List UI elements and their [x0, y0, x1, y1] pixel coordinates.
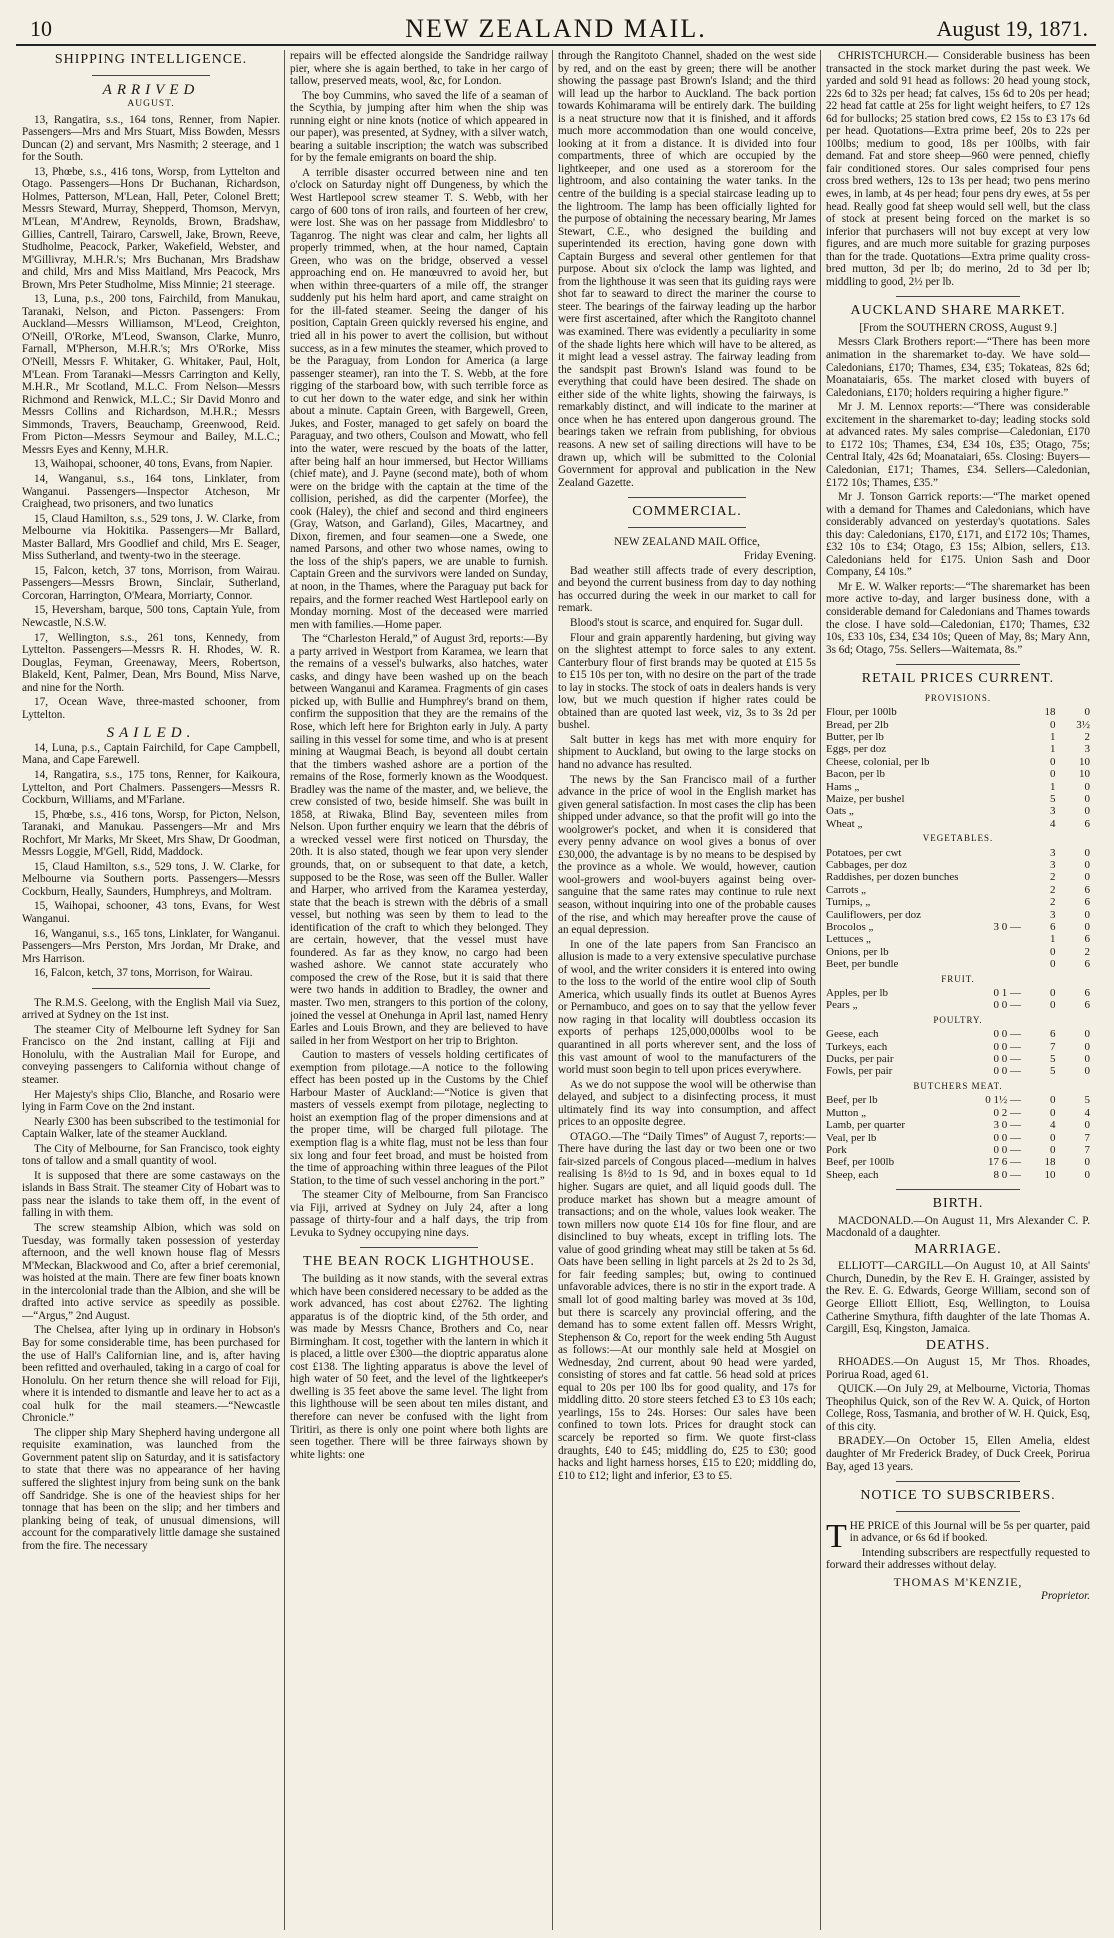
- price-pence: 0: [1084, 846, 1090, 859]
- share-market-source: [From the SOUTHERN CROSS, August 9.]: [859, 321, 1057, 334]
- price-pence: 3½: [1076, 718, 1090, 731]
- price-pence: 0: [1084, 706, 1090, 719]
- lighthouse-article-continued: through the Rangitoto Channel, shaded on the west side by red, and on the east by green; there will be another showing the passage past Brown's Island; and the third will lead up the harbor to Auckland. The back portion towards Kohimarama will be entirely dark. The building is a neat structure now that it is finished, and it affords much more accommodation than one would conceive, looking at it from a distance. It is divided into four compartments, three of which are occupied by the lightkeeper, and one used as a storeroom for the lightroom, and also containing the water tanks. In the centre of the building is a special staircase leading up to the lightroom. The lamp has been officially lighted for the purpose of obtaining the necessary bearing, Mr James Stewart, C.E., who designed the building and superintended its erection, having gone down with Captain Burgess and several other gentlemen for that purpose. About six o'clock the lamp was lighted, and from the lighthouse it was seen that its guiding rays were shot far to seaward to direct the mariner the course to steer. The bearings of the fairway leading up the harbor were first ascertained, after which the Rangitoto channel was examined. There was evidently a peculiarity in some of the shade lights here which will have to be altered, as it might lead a vessel astray. The fairway leading from the sandspit past Brown's Island was found to be everything that could have been desired. The shade on either side of the white lights, showing the fairways, is remarkably distinct, and will indicate to the mariner at once when he has entered upon dangerous ground. The bearings taken we refrain from publishing, for obvious reasons. A new set of sailing directions will have to be drawn up, which will be submitted to the Colonial Government for approval and publication in the New Zealand Gazette.: [558, 50, 816, 489]
- price-pence: 6: [1084, 987, 1090, 1000]
- commercial-office: NEW ZEALAND MAIL Office,: [614, 535, 760, 548]
- price-row: [826, 706, 1090, 718]
- masthead: [16, 10, 1096, 46]
- price-shillings: 4: [1050, 817, 1056, 830]
- price-item: Cabbages, per doz: [826, 858, 907, 871]
- price-row: [826, 999, 1090, 1011]
- price-range-low: [985, 756, 1021, 768]
- price-range-low: [985, 793, 1021, 805]
- price-range-low: [985, 859, 1021, 871]
- price-row: [826, 818, 1090, 830]
- price-shillings: 3: [1050, 805, 1056, 818]
- price-pence: 5: [1084, 1094, 1090, 1107]
- divider: [628, 497, 746, 498]
- price-section-title: POULTRY.: [933, 1014, 983, 1025]
- price-row: [826, 859, 1090, 871]
- signature: THOMAS M'KENZIE,: [893, 1574, 1023, 1589]
- price-shillings: 0: [1050, 768, 1056, 781]
- news-paragraph: The steamer City of Melbourne left Sydney for San Francisco on the 2nd instant, calling at Fiji and Honolulu, with the Australian Mail for Europe, and conveying passengers to California without change of steamer.: [22, 1023, 280, 1087]
- news-paragraph: Her Majesty's ships Clio, Blanche, and Rosario were lying in Farm Cove on the 2nd instant.: [22, 1088, 280, 1114]
- price-range-low: 0 0 —: [993, 1143, 1022, 1156]
- price-item: Lamb, per quarter: [826, 1119, 906, 1132]
- price-item: Bacon, per lb: [826, 768, 885, 781]
- share-report: Mr J. M. Lennox reports:—“There was considerable excitement in the sharemarket to-day; leading stocks sold at advanced rates. My sales comprise—Caledonian, £170 to £172 10s; Thames, £34, £34 10s, £35; Otago, 75s; Central Italy, 42s 6d; Moanataiari, 65s. Closing: Buyers—Caledonian, £171; Thames, £34. Sellers—Caledonian, £172 10s; Thames, £35.”: [826, 401, 1090, 489]
- price-item: Turnips, „: [826, 896, 871, 909]
- price-pence: 3: [1084, 743, 1090, 756]
- price-row: [826, 1119, 1090, 1131]
- death-notice: QUICK.—On July 29, at Melbourne, Victoria, Thomas Theophilus Quick, son of the Rev W. A. Quick, of Horton College, Ross, Tasmania, and brother of W. H. Quick, Esq, of this city.: [826, 1383, 1090, 1433]
- sailed-heading: SAILED.: [106, 725, 196, 742]
- price-shillings: 0: [1050, 718, 1056, 731]
- commercial-paragraph: OTAGO.—The “Daily Times” of August 7, reports:—There have during the last day or two been one or two fair-sized parcels of Congous placed—medium in halves realising 1s 8½d to 1s 9d, and in boxes equal to 1d higher. Sugars are quiet, and all liquid goods dull. The produce market has shown but a meagre amount of transactions; and on the whole, values look weaker. The town millers now quote £14 10s for fine flour, and are disinclined to buy wheats, except in trifling lots. The value of good grinding wheat may still be taken at 5s 6d. Oats have been selling in light parcels at 2s 2d to 2s 3d, for fair feeding samples; but, owing to continued unfavorable advices, there is no stir in the export trade. A small lot of good malting barley was moved at 3s 10d, but there is scarcely any provincial offering, and the demand has to some extent fallen off. Messrs Wright, Stephenson & Co, report for the week ending 5th August as follows:—At our monthly sale held at Mosgiel on Wednesday, 2nd current, about 90 head were yarded, consisting of stores and fat cattle. 56 head sold at prices equal to 20s per 100 lbs for good quality, and 17s for middling ditto. 20 store steers fetched £3 to £3 10s each; yearlings, 15s to 24s. Horses: Our sales have been confined to town lots. Prices for draught stock can scarcely be reported so firm. We quote first-class draughts, £40 to £45; middling do, £25 to £30; good hacks and light harness horses, £15 to £20; middling do, £10 to £12; light and inferior, £3 to £5.: [558, 1130, 816, 1482]
- price-section-heading: [826, 1012, 1090, 1028]
- price-range-low: [985, 805, 1021, 817]
- price-range-low: [985, 743, 1021, 755]
- price-item: Fowls, per pair: [826, 1065, 893, 1078]
- divider: [896, 1189, 1020, 1190]
- price-pence: 0: [1084, 1053, 1090, 1066]
- price-row: [826, 909, 1090, 921]
- price-section-heading: [826, 971, 1090, 987]
- price-section-title: FRUIT.: [941, 973, 975, 984]
- news-paragraph: The Chelsea, after lying up in ordinary in Hobson's Bay for some considerable time, has been purchased for the use of Hall's Californian line, and is, after having been refitted and overhauled, taking in a cargo of coal for Honolulu. On her return thence she will reload for Fiji, where it is intended to dismantle and leave her to act as a coal hulk for the mail steamers.—“Newcastle Chronicle.”: [22, 1324, 280, 1425]
- price-pence: 0: [1084, 1119, 1090, 1132]
- commercial-paragraph: The news by the San Francisco mail of a further advance in the price of wool in the English market has given general satisfaction. In most cases the clip has been shipped under advance, so that the profit will go into the woolgrower's pocket, and when it is considered that every penny advance on wool gives a bonus of over £30,000, the advantage is by no means to be despised by the province as a whole. We would, however, caution wool-growers and wool-buyers against being over-sanguine that the same rates may continue to rule next season, without inquiring into one of the probable causes of the rise, and which may hereafter prove the cause of an equal depression.: [558, 773, 816, 937]
- price-shillings: 5: [1050, 792, 1056, 805]
- price-row: [826, 1041, 1090, 1053]
- sailed-list: [22, 742, 280, 980]
- price-shillings: 1: [1050, 780, 1056, 793]
- arrival-entry: 17, Wellington, s.s., 261 tons, Kennedy, from Lyttelton. Passengers—Messrs R. H. Rhodes, W. R. Douglas, Feyman, Greenaway, Meers, Robertson, Blakeld, Kent, Palmer, Dean, Mrs Bound, Miss Narve, and nine for the North.: [22, 631, 280, 694]
- price-pence: 6: [1084, 817, 1090, 830]
- price-item: Oats „: [826, 805, 854, 818]
- price-pence: 0: [1084, 1040, 1090, 1053]
- price-shillings: 0: [1050, 1106, 1056, 1119]
- price-item: Turkeys, each: [826, 1040, 888, 1053]
- price-shillings: 1: [1050, 730, 1056, 743]
- price-section-title: PROVISIONS.: [924, 692, 992, 703]
- price-shillings: 3: [1050, 846, 1056, 859]
- share-market-heading: AUCKLAND SHARE MARKET.: [850, 303, 1066, 319]
- price-pence: 2: [1084, 945, 1090, 958]
- share-report: Mr E. W. Walker reports:—“The sharemarket has been more active to-day, and larger business done, with a considerable demand for Caledonians and Thames towards the close. I have sold—Caledonian, £170; Thames, £32 10s, £33 10s, £34, £34 10s; Queen of May, 8s; Mary Ann, 3s 6d; Otago, 75s. Sellers—Waitemata, 8s.”: [826, 580, 1090, 656]
- deaths-heading: DEATHS.: [925, 1337, 991, 1353]
- drop-cap: T: [826, 1517, 847, 1555]
- price-pence: 6: [1084, 883, 1090, 896]
- price-pence: 7: [1084, 1131, 1090, 1144]
- sailing-entry: 15, Claud Hamilton, s.s., 529 tons, J. W. Clarke, for Melbourne via Southern ports. Passengers—Messrs Cockburn, Heally, Saunders, Humphreys, and Moltram.: [22, 860, 280, 898]
- price-item: Brocolos „: [826, 921, 874, 934]
- arrival-entry: 13, Luna, p.s., 200 tons, Fairchild, from Manukau, Taranaki, Nelson, and Picton. Passengers: From Auckland—Messrs Williamson, M'Leod, Creighton, O'Neill, O'Rorke, M'Leod, Swanson, Clarke, Munro, Farnall, M'Pherson, M.H.R.'s; Mrs O'Rorke, Miss O'Neill, Messrs F. Whitaker, G. Whitaker, Paul, Holt, M'Lean. From Taranaki—Messrs Carrington and Kelly, M.H.R., Mr Scotland, M.L.C. From Nelson—Messrs Richmond and Renwick, M.L.C.; Sir David Monro and Messrs Collins and Richardson, M.H.R.; Messrs Simmonds, Travers, Beauchamp, Greenwood, Reid. From Picton—Messrs Seymour and Bailey, M.L.C.; Messrs Eyes and Kenny, M.H.R.: [22, 293, 280, 456]
- price-row: [826, 719, 1090, 731]
- price-pence: 6: [1084, 896, 1090, 909]
- price-shillings: 1: [1050, 933, 1056, 946]
- price-row: [826, 847, 1090, 859]
- price-row: [826, 946, 1090, 958]
- price-pence: 6: [1084, 933, 1090, 946]
- price-range-low: 0 1 —: [993, 987, 1022, 1000]
- price-shillings: 0: [1050, 945, 1056, 958]
- price-item: Flour, per 100lb: [826, 706, 897, 719]
- commercial-paragraph: As we do not suppose the wool will be otherwise than delayed, and subject to a disinfecting process, it must ultimately find its way into consumption, and affect prices to an opposite degree.: [558, 1078, 816, 1129]
- arrival-entry: 14, Wanganui, s.s., 164 tons, Linklater, from Wanganui. Passengers—Inspector Atcheson, Mr Craighead, two prisoners, and two lunatics: [22, 472, 280, 511]
- news-paragraph: A terrible disaster occurred between nine and ten o'clock on Saturday night off Dungeness, by which the West Hartlepool screw steamer T. S. Webb, with her cargo of 600 tons of iron rails, and fourteen of her crew, were lost. She was on her passage from Middlesbro' to Taganrog. The night was clear and calm, her lights all properly trimmed, when, at the hour named, Captain Green, who was on the bridge, observed a vessel approaching end on. He manœuvred to avoid her, but when within three-quarters of a mile off, the stranger suddenly put his helm hard aport, and came straight on for the ill-fated steamer. Seeing the danger of his position, Captain Green quickly reversed his engine, and tried all in his power to avert the collision, but without success, as in a few minutes the steamer, which proved to be the Paraguay, from London for America (a large passenger steamer), ran into the T. S. Webb, at the fore rigging of the starboard bow, with such terrible force as to cut her down to the water edge, and sink her within about a minute. Captain Green, with Bargewell, Green, Jukes, and Foster, managed to get safely on board the Paraguay, and two others, Coulson and Mowatt, who fell into the water, were rescued by the boats of the latter, after being half an hour immersed, but Hector Williams (chief mate), and J. Payne (second mate), both of whom were on the bridge with the captain at the time of the collision, perished, as did the carpenter (Morfee), the cook (Haley), the chief and second and third engineers (Gray, Watson, and Garland), Giles, Macartney, and Dixon, firemen, and four seamen—one a Swede, one named Parsons, and other two whose names, owing to the loss of the ship's papers, we are unable to furnish. Captain Green and the survivors were landed on Sunday, at noon, in the Thames, where the Paraguay put back for repairs, and the former reached West Hartlepool early on Monday morning. Most of the deceased were married men with families.—Home paper.: [290, 166, 548, 631]
- price-item: Onions, per lb: [826, 945, 889, 958]
- divider: [896, 1481, 1020, 1482]
- christchurch-report: CHRISTCHURCH.— Considerable business has been transacted in the stock market during the past week. We yarded and sold 91 head as follows: 20 head young stock, 22s 6d to 32s per head; fat calves, 15s 6d to 20s per head; 22 head fat cattle at 25s for light weight heifers, to £7 12s 6d for bullocks; 25 station bred cows, £2 15s to £3 17s 6d per head. Quotations—Extra prime beef, 20s to 22s per 100lbs; medium to good, 18s per 100lbs, with fair demand. Fat and store sheep—960 were penned, chiefly fair conditioned stores. Our sales comprised four pens cross bred wethers, 12s to 13s per head; two pens merino ewes, in lamb, at 4s per head; four pens dry ewes, at 5s per head. Really good fat sheep would sell well, but the class of stock at present being forced on the market is so inferior that purchasers will not buy except at very low figures, and are much more suitable for grazing purposes than for the trade. Quotations—Extra prime quality cross-bred mutton, 3d per lb; do merino, 2d to 3d per lb; middling to good, 2½ per lb.: [826, 50, 1090, 288]
- arrival-entry: 15, Claud Hamilton, s.s., 529 tons, J. W. Clarke, from Melbourne via Hokitika. Passengers—Mr Ballard, Master Ballard, Mrs Goodlief and child, Mrs E. Seager, Miss Sutherland, and twenty-two in the steerage.: [22, 512, 280, 563]
- price-shillings: 2: [1050, 871, 1056, 884]
- price-shillings: 18: [1044, 706, 1056, 719]
- divider: [896, 1511, 1020, 1512]
- price-item: Potatoes, per cwt: [826, 846, 902, 859]
- price-row: [826, 1156, 1090, 1168]
- price-row: [826, 793, 1090, 805]
- price-range-low: 0 0 —: [993, 1040, 1022, 1053]
- price-shillings: 0: [1050, 1143, 1056, 1156]
- price-row: [826, 933, 1090, 945]
- share-report: Mr J. Tonson Garrick reports:—“The market opened with a demand for Thames and Caledonians, which have considerably advanced on yesterday's quotations. Sales this day: Caledonians, £170, £171, and £172 10s; Thames, £32 10s to £34; Otago, £3 15s; Albion, sellers, £13. Caledonians held for £175. Union Sash and Door Company, £4 10s.”: [826, 491, 1090, 579]
- price-pence: 0: [1084, 858, 1090, 871]
- death-notice: BRADEY.—On October 15, Ellen Amelia, eldest daughter of Mr Frederick Bradey, of Duck Creek, Porirua Bay, aged 13 years.: [826, 1435, 1090, 1473]
- arrived-list: [22, 114, 280, 722]
- price-shillings: 0: [1050, 958, 1056, 971]
- news-paragraph: The boy Cummins, who saved the life of a seaman of the Scythia, by jumping after him when the ship was running eight or nine knots (notice of which appeared in our paper), was presented, at Sydney, with a silver watch, bearing a suitable inscription; the watch was subscribed for by the female emigrants on board the ship.: [290, 89, 548, 165]
- column-2: [290, 50, 548, 1930]
- commercial-heading: COMMERCIAL.: [632, 504, 742, 520]
- price-row: [826, 1107, 1090, 1119]
- price-pence: 0: [1084, 871, 1090, 884]
- arrived-month: AUGUST.: [127, 99, 175, 110]
- price-row: [826, 768, 1090, 780]
- price-range-low: [985, 818, 1021, 830]
- arrived-heading: ARRIVED: [102, 81, 200, 98]
- commercial-paragraph: Bad weather still affects trade of every description, and beyond the current business from day to day nothing has occurred during the week in our market to call for remark.: [558, 564, 816, 615]
- news-paragraph: Caution to masters of vessels holding certificates of exemption from pilotage.—A notice to the following effect has been posted up in the Customs by the Chief Harbour Master of Auckland:—“Notice is given that masters of vessels exempt from pilotage, neglecting to hoist an exemption flag of the proper dimensions and at the proper time, will be charged full pilotage. The exemption flag is a white flag, must not be less than four six long and four feet broad, and must be hoisted from the time of approaching within three leagues of the Pilot Station, to the time of such vessel anchoring in the port.”: [290, 1049, 548, 1187]
- price-pence: 0: [1084, 1028, 1090, 1041]
- divider: [92, 75, 210, 76]
- price-section-heading: [826, 1078, 1090, 1094]
- marriage-heading: MARRIAGE.: [914, 1241, 1002, 1257]
- price-range-low: [985, 847, 1021, 859]
- price-range-low: [985, 896, 1021, 908]
- price-item: Wheat „: [826, 817, 863, 830]
- price-item: Cauliflowers, per doz: [826, 908, 921, 921]
- price-shillings: 10: [1044, 1168, 1056, 1181]
- lighthouse-article: The building as it now stands, with the several extras which have been considered necessary to be added as the work advanced, has cost about £2762. The lighting apparatus is of the dioptric kind, of the 5th order, and was made by Messrs Chance, Brothers and Co, near Birmingham. It cost, together with the lantern in which it is placed, a little over £300—the dioptric apparatus alone cost £138. The lighting apparatus is above the level of high water of 50 feet, and the level of the lightkeeper's dwelling is 35 feet above the same level. The light from this lighthouse will be seen about ten miles distant, and therefore can never be confused with the light from Tiritiri, as there is only one point where both lights are seen together. There will be three fairways shown by white lights: one: [290, 1272, 548, 1461]
- price-pence: 10: [1079, 768, 1090, 781]
- price-shillings: 2: [1050, 896, 1056, 909]
- page-number: 10: [30, 16, 52, 41]
- notice-heading: NOTICE TO SUBSCRIBERS.: [860, 1488, 1056, 1504]
- divider: [896, 296, 1020, 297]
- sailing-entry: 14, Luna, p.s., Captain Fairchild, for Cape Campbell, Mana, and Cape Farewell.: [22, 741, 280, 767]
- price-shillings: 6: [1050, 921, 1056, 934]
- notice-body: [826, 1517, 1090, 1555]
- sailing-entry: 16, Falcon, ketch, 37 tons, Morrison, for Wairau.: [34, 967, 253, 980]
- commercial-paragraph: In one of the late papers from San Francisco an allusion is made to a very extensive speculative purchase of wool, and the writer considers it is entered into owing to the loss to the world of the entire wool clip of South America, which usually finds its outlet at Buenos Ayres or Pernambuco, and goes on to say that the yellow fever now raging in that locality will doubtless occasion its exports of perhaps 125,000,000lbs wool to be quarantined in all ports wherever sent, and the loss of this vast amount of wool to the manufacturers of the world must soon begin to tell upon prices everywhere.: [558, 938, 816, 1077]
- share-report: Messrs Clark Brothers report:—“There has been more animation in the sharemarket to-day. We have sold—Caledonians, £170; Thames, £34, £35; Tokateas, 82s 6d; Moanataiaris, 65s. The market closed with buyers of Caledonians, £170; holders requiring a higher figure.”: [826, 336, 1090, 399]
- price-shillings: 3: [1050, 858, 1056, 871]
- price-range-low: 3 0 —: [993, 921, 1022, 934]
- price-range-low: [985, 706, 1021, 718]
- signature-role: Proprietor.: [1041, 1590, 1090, 1603]
- price-range-low: 0 0 —: [993, 1028, 1022, 1041]
- birth-heading: BIRTH.: [932, 1196, 984, 1212]
- sailing-entry: 16, Wanganui, s.s., 165 tons, Linklater, for Wanganui. Passengers—Mrs Perston, Mrs Jordan, Mr Drake, and Mrs Harrison.: [22, 927, 280, 965]
- price-shillings: 0: [1050, 987, 1056, 1000]
- price-item: Apples, per lb: [826, 987, 889, 1000]
- price-item: Pears „: [826, 999, 858, 1012]
- price-range-low: [985, 946, 1021, 958]
- price-range-low: [985, 719, 1021, 731]
- price-row: [826, 731, 1090, 743]
- price-row: [826, 1132, 1090, 1144]
- price-row: [826, 781, 1090, 793]
- retail-prices-heading: RETAIL PRICES CURRENT.: [861, 671, 1055, 687]
- retail-prices-table: [826, 690, 1090, 1181]
- price-row: [826, 805, 1090, 817]
- arrival-entry: 13, Rangatira, s.s., 164 tons, Renner, from Napier. Passengers—Mrs and Mrs Stuart, Miss Bowden, Messrs Duncan (2) and servant, Mrs Nasmith; 2 steerage, and 1 for the South.: [22, 113, 280, 164]
- price-item: Bread, per 2lb: [826, 718, 889, 731]
- price-range-low: [985, 884, 1021, 896]
- price-row: [826, 1144, 1090, 1156]
- price-row: [826, 871, 1090, 883]
- price-row: [826, 756, 1090, 768]
- price-pence: 0: [1084, 1065, 1090, 1078]
- price-shillings: 0: [1050, 755, 1056, 768]
- arrival-entry: 15, Falcon, ketch, 37 tons, Morrison, from Wairau. Passengers—Messrs Brown, Sinclair, Sutherland, Corcoran, Harrington, O'Meara, Morriarty, Connor.: [22, 564, 280, 602]
- commercial-day: Friday Evening.: [743, 550, 816, 563]
- price-item: Beef, per 100lb: [826, 1156, 895, 1169]
- sailing-entry: 15, Waihopai, schooner, 43 tons, Evans, for West Wanganui.: [22, 900, 280, 925]
- price-item: Geese, each: [826, 1028, 879, 1041]
- price-row: [826, 743, 1090, 755]
- price-shillings: 7: [1050, 1040, 1056, 1053]
- news-paragraph: The screw steamship Albion, which was sold on Tuesday, was formally taken possession of yesterday afternoon, and the well known house flag of Messrs M'Meckan, Blackwood and Co, after a brief ceremonial, was hoisted at the main. There are few finer boats known in the intercolonial trade than the Albion, and she will be drafted into active service as speedily as possible.—“Argus,” 2nd August.: [22, 1222, 280, 1322]
- price-range-low: [985, 909, 1021, 921]
- price-item: Beet, per bundle: [826, 958, 899, 971]
- price-section-heading: [826, 690, 1090, 706]
- price-row: [826, 1053, 1090, 1065]
- news-paragraph: repairs will be effected alongside the Sandridge railway pier, where she is again berthed, to take in her cargo of tallow, preserved meats, wool, &c, for London.: [290, 50, 548, 88]
- lighthouse-heading: THE BEAN ROCK LIGHTHOUSE.: [303, 1254, 535, 1270]
- shipping-heading: SHIPPING INTELLIGENCE.: [54, 52, 248, 67]
- issue-date: August 19, 1871.: [936, 16, 1088, 41]
- price-shillings: 5: [1050, 1053, 1056, 1066]
- price-range-low: [985, 781, 1021, 793]
- news-paragraph: It is supposed that there are some castaways on the islands in Bass Strait. The steamer City of Hobart was to pass near the islands to take them off, in the event of falling in with them.: [22, 1169, 280, 1220]
- price-range-low: [985, 731, 1021, 743]
- price-item: Maize, per bushel: [826, 792, 905, 805]
- column-4: [826, 50, 1090, 1930]
- price-row: [826, 1094, 1090, 1106]
- price-row: [826, 958, 1090, 970]
- commercial-paragraph: Flour and grain apparently hardening, but giving way on the slightest attempt to force sales to any extent. Canterbury flour of first brands may be quoted at £15 5s to £15 10s per ton, with no desire on the part of the trade to lay in stocks. The stock of oats in dealers hands is very low, but we much question if higher rates could be obtained than are quoted last week, viz, 3s to 3s 2d per bushel.: [558, 631, 816, 732]
- price-shillings: 2: [1050, 883, 1056, 896]
- price-shillings: 3: [1050, 908, 1056, 921]
- price-item: Mutton „: [826, 1106, 867, 1119]
- price-range-low: 0 2 —: [993, 1106, 1022, 1119]
- price-pence: 0: [1084, 1156, 1090, 1169]
- price-pence: 10: [1079, 755, 1090, 768]
- price-shillings: 18: [1044, 1156, 1056, 1169]
- price-pence: 2: [1084, 730, 1090, 743]
- price-item: Raddishes, per dozen bunches: [826, 871, 959, 884]
- price-range-low: 0 0 —: [993, 1065, 1022, 1078]
- price-item: Carrots „: [826, 883, 867, 896]
- arrival-entry: 17, Ocean Wave, three-masted schooner, from Lyttelton.: [22, 696, 280, 721]
- price-pence: 7: [1084, 1143, 1090, 1156]
- price-range-low: 17 6 —: [988, 1156, 1022, 1169]
- price-row: [826, 896, 1090, 908]
- price-pence: 4: [1084, 1106, 1090, 1119]
- news-paragraph: The “Charleston Herald,” of August 3rd, reports:—By a party arrived in Westport from Karamea, we learn that the remains of a vessel's bulwarks, also hatches, water casks, and dingy have been washed up on the beach between Wanganui and Karamea. Fragments of gin cases picked up, with Bullie and Humphrey's brand on them, confirm the supposition that they are the remains of the Rose, which left here for Brighton early in July. A party sailing in this vessel for some time, and who is at present mining at Waugmai Beach, is beyond all doubt certain that the timbers washed ashore are a portion of the remains of the Rose, formerly known as the Woodquest. Bradley was the name of the master, and, we believe, the crew consisted of two, beside himself. She was built in 1858, at Riwaka, Blind Bay, seventeen miles from Nelson. Upon further enquiry we learn that the débris of a wrecked vessel were first noticed on Thursday, the 20th. It is also stated, though we fear upon very slender grounds, that, on or subsequent to that date, a ketch, supposed to be the Rose, was seen off the Buller. Waller and Harper, who arrived from the Karamea yesterday, state that the beach is strewn with the débris of a small vessel, but nothing was seen by them to lead to the identification of the craft to which they belonged. They are certain, however, that the vessel must have foundered. As far as they know, no cargo had been washed ashore. We cannot state accurately who composed the crew of the Rose, but it is said that there were two hands in addition to Bradley, the owner and master. Two men, strangers to this portion of the colony, joined the vessel at Onehunga in April last, named Henry Earles and Louis Brown, and they are believed to have sailed in her from Westport on her trip to Brighton.: [290, 633, 548, 1047]
- price-item: Butter, per lb: [826, 730, 884, 743]
- price-range-low: [985, 958, 1021, 970]
- commercial-paragraph: Salt butter in kegs has met with more enquiry for shipment to Auckland, but owing to the large stocks on hand no advance has resulted.: [558, 733, 816, 771]
- price-section-title: VEGETABLES.: [922, 833, 994, 844]
- price-range-low: 0 1½ —: [985, 1094, 1022, 1107]
- price-row: [826, 884, 1090, 896]
- price-shillings: 5: [1050, 1065, 1056, 1078]
- birth-notice: MACDONALD.—On August 11, Mrs Alexander C. P. Macdonald of a daughter.: [826, 1214, 1090, 1240]
- column-rule: [552, 50, 553, 1930]
- news-paragraph: The R.M.S. Geelong, with the English Mail via Suez, arrived at Sydney on the 1st inst.: [22, 996, 280, 1022]
- price-item: Eggs, per doz: [826, 743, 887, 756]
- news-paragraph: The City of Melbourne, for San Francisco, took eighty tons of tallow and a small quantity of wool.: [22, 1142, 280, 1168]
- price-row: [826, 1169, 1090, 1181]
- price-pence: 6: [1084, 999, 1090, 1012]
- divider: [92, 988, 210, 989]
- price-item: Cheese, colonial, per lb: [826, 755, 930, 768]
- price-item: Hams „: [826, 780, 860, 793]
- price-item: Ducks, per pair: [826, 1053, 894, 1066]
- news-paragraph: The clipper ship Mary Shepherd having undergone all requisite examination, was launched from the Government patent slip on Saturday, and it is satisfactory to state that there was no appearance of her having suffered the slightest injury from being sunk on the bank off Sandridge. She is one of the heaviest ships for her tonnage that has been on the slip; and her timbers and planking being of teak, of unusual dimensions, will account for the comparatively little damage she sustained from the fire. The necessary: [22, 1426, 280, 1552]
- price-shillings: 0: [1050, 1131, 1056, 1144]
- arrival-entry: 13, Waihopai, schooner, 40 tons, Evans, from Napier.: [34, 458, 273, 471]
- price-section-heading: [826, 830, 1090, 846]
- price-range-low: 8 0 —: [993, 1168, 1022, 1181]
- price-shillings: 1: [1050, 743, 1056, 756]
- price-pence: 0: [1084, 780, 1090, 793]
- price-row: [826, 921, 1090, 933]
- newspaper-title: NEW ZEALAND MAIL.: [405, 14, 707, 43]
- price-pence: 0: [1084, 921, 1090, 934]
- column-1: [22, 50, 280, 1930]
- arrival-entry: 15, Heversham, barque, 500 tons, Captain Yule, from Newcastle, N.S.W.: [22, 604, 280, 629]
- price-item: Lettuces „: [826, 933, 871, 946]
- price-shillings: 0: [1050, 1094, 1056, 1107]
- news-paragraph: The steamer City of Melbourne, from San Francisco via Fiji, arrived at Sydney on July 24, after a long passage of thirty-four and a half days, the trip from Levuka to Sydney occupying nine days.: [290, 1189, 548, 1239]
- price-pence: 6: [1084, 958, 1090, 971]
- divider: [896, 664, 1020, 665]
- price-pence: 0: [1084, 1168, 1090, 1181]
- commercial-paragraph: Blood's stout is scarce, and enquired for. Sugar dull.: [570, 616, 803, 629]
- price-range-low: 0 0 —: [993, 1053, 1022, 1066]
- divider: [628, 527, 746, 528]
- price-range-low: 0 0 —: [993, 1131, 1022, 1144]
- price-shillings: 4: [1050, 1119, 1056, 1132]
- price-range-low: [985, 768, 1021, 780]
- death-notice: RHOADES.—On August 15, Mr Thos. Rhoades, Porirua Road, aged 61.: [826, 1356, 1090, 1381]
- notice-text-2: Intending subscribers are respectfully requested to forward their addresses without delay.: [826, 1546, 1090, 1572]
- sailing-entry: 14, Rangatira, s.s., 175 tons, Renner, for Kaikoura, Lyttelton, and Port Chalmers. Passengers—Messrs R. Cockburn, Williams, and M'Farlane.: [22, 768, 280, 807]
- price-row: [826, 1028, 1090, 1040]
- price-pence: 0: [1084, 908, 1090, 921]
- price-section-title: BUTCHERS MEAT.: [913, 1080, 1003, 1091]
- divider: [360, 1247, 478, 1248]
- marriage-notice: ELLIOTT—CARGILL—On August 10, at All Saints' Church, Dunedin, by the Rev E. H. Grainger, assisted by the Rev. E. G. Edwards, George William, second son of George Elliott Elliott, Esq, Wellington, to Louisa Catherine Smythura, fifth daughter of the late Thomas A. Cargill, Esq, Kingston, Jamaica.: [826, 1260, 1090, 1336]
- column-rule: [820, 50, 821, 1930]
- price-range-low: [985, 871, 1021, 883]
- news-paragraph: Nearly £300 has been subscribed to the testimonial for Captain Walker, late of the steamer Auckland.: [22, 1115, 280, 1141]
- price-item: Veal, per lb: [826, 1131, 877, 1144]
- column-3: [558, 50, 816, 1930]
- arrival-entry: 13, Phœbe, s.s., 416 tons, Worsp, from Lyttelton and Otago. Passengers—Hons Dr Buchanan, Richardson, Holmes, Patterson, M'Lean, Hall, Peter, Colonel Brett; Messrs Steward, Murray, Shepperd, Thomson, Mervyn, M'Lean, M'Andrew, Reynolds, Brown, Bradshaw, Gillies, Cantrell, Tairaro, Carswell, Jake, Brown, Reeve, Studholme, Peacock, Parker, Wakefield, Webster, and M'Gillivray, M.H.R.'s; Mrs Buchanan, Mrs Bradshaw and child, Mrs and Miss Maitland, Mrs Peacock, Mrs Brown, Mrs Peter Studholme, Miss Minnie; 21 steerage.: [22, 165, 280, 291]
- price-item: Sheep, each: [826, 1168, 879, 1181]
- price-shillings: 0: [1050, 999, 1056, 1012]
- price-row: [826, 987, 1090, 999]
- price-pence: 0: [1084, 805, 1090, 818]
- price-shillings: 6: [1050, 1028, 1056, 1041]
- price-item: Beef, per lb: [826, 1094, 878, 1107]
- sailing-entry: 15, Phœbe, s.s., 416 tons, Worsp, for Picton, Nelson, Taranaki, and Manukau. Passengers—Mr and Mrs Rochfort, Mr Marks, Mr Skeet, Mrs Shaw, Dr Goodman, Messrs Loggie, M'Gell, Ridd, Maddock.: [22, 808, 280, 859]
- price-row: [826, 1065, 1090, 1077]
- price-pence: 0: [1084, 792, 1090, 805]
- column-rule: [284, 50, 285, 1930]
- notice-text: HE PRICE of this Journal will be 5s per quarter, paid in advance, or 6s 6d if booked.: [849, 1519, 1090, 1545]
- price-range-low: 0 0 —: [993, 999, 1022, 1012]
- price-range-low: 3 0 —: [993, 1119, 1022, 1132]
- price-range-low: [985, 933, 1021, 945]
- price-item: Pork: [826, 1143, 847, 1156]
